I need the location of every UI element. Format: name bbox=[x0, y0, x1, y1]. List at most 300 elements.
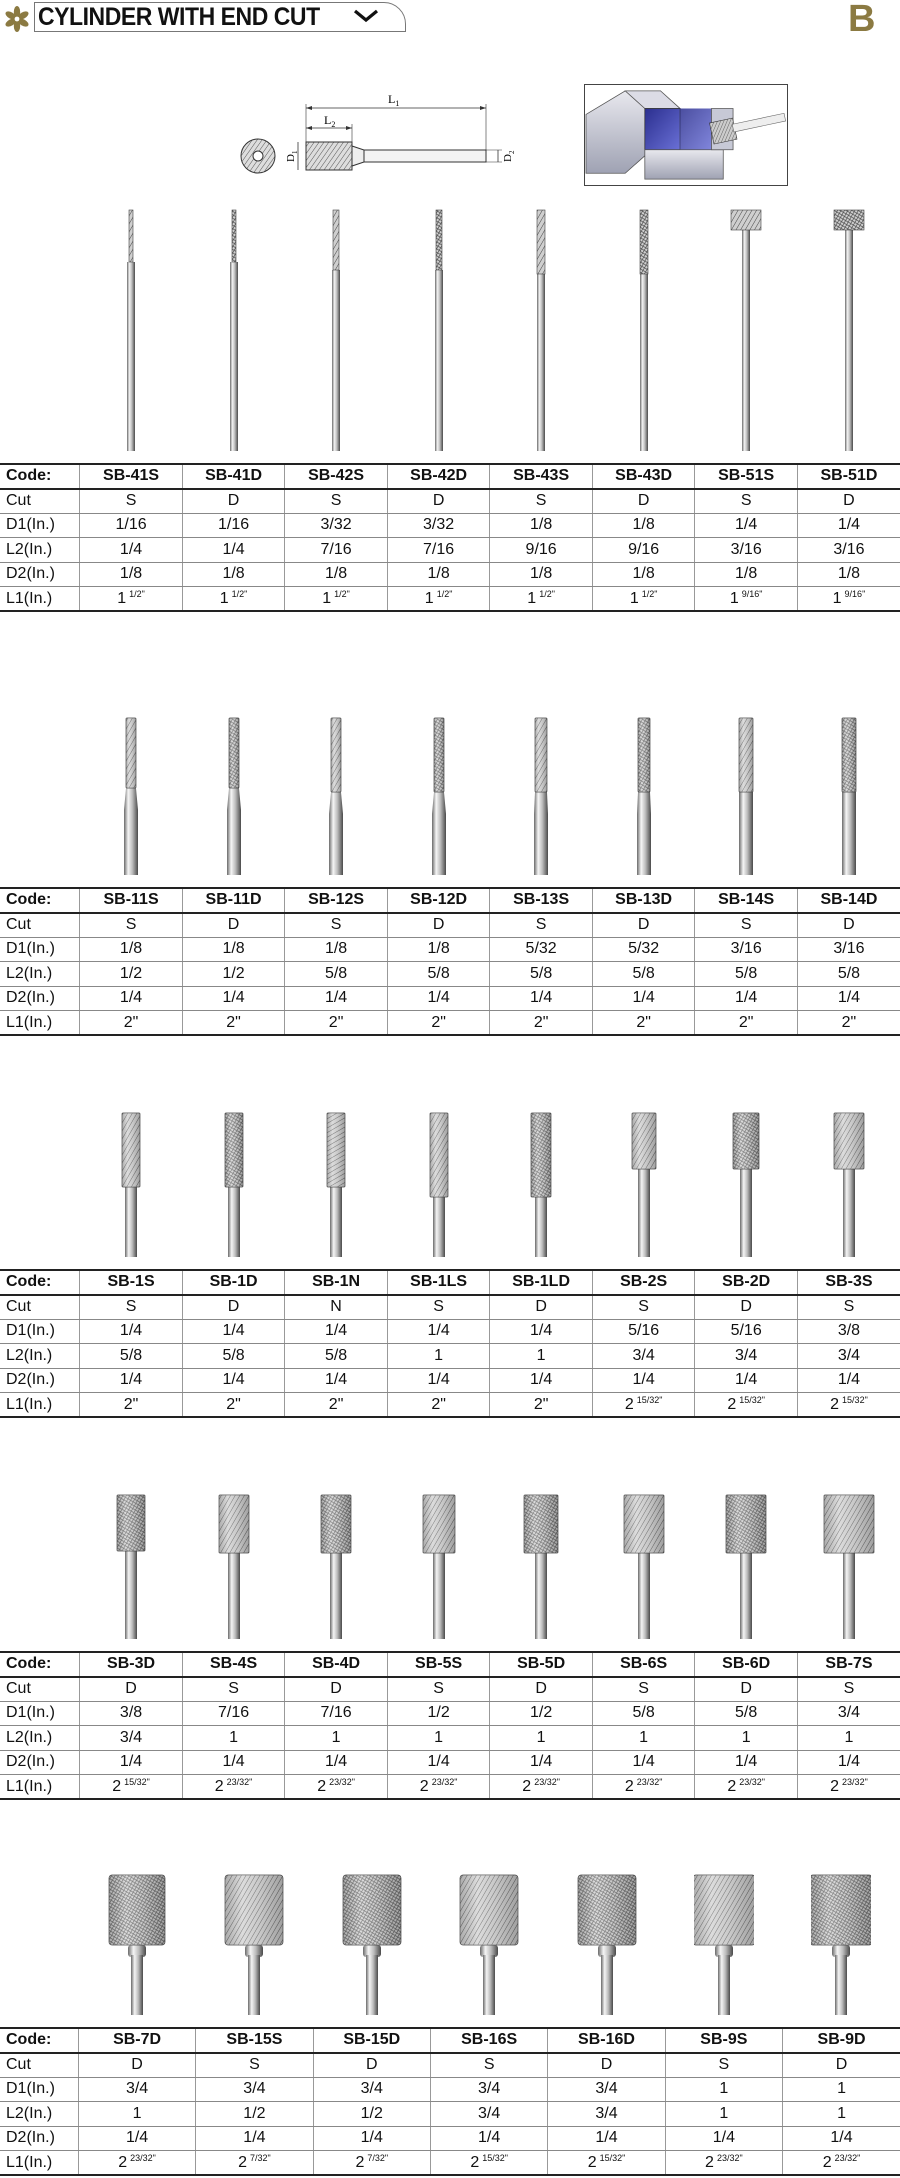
l1-cell bbox=[695, 1393, 798, 1418]
row-label: L1(In.) bbox=[0, 1775, 80, 1800]
cut-cell: S bbox=[430, 2053, 547, 2078]
l1-fraction: 23/32" bbox=[636, 1777, 663, 1787]
d1-cell: 1/4 bbox=[285, 1319, 388, 1344]
code-cell: SB-3D bbox=[80, 1652, 183, 1677]
table-row bbox=[0, 913, 900, 938]
table-row bbox=[0, 587, 900, 612]
cut-cell: D bbox=[387, 489, 490, 514]
l1-fraction: 15/32" bbox=[599, 2153, 626, 2163]
l1-fraction: 23/32" bbox=[431, 1777, 458, 1787]
d1-cell: 1/4 bbox=[80, 1319, 183, 1344]
d1-cell: 3/32 bbox=[387, 513, 490, 538]
code-cell: SB-4D bbox=[285, 1652, 388, 1677]
row-label: D1(In.) bbox=[0, 1319, 80, 1344]
d2-cell: 1/4 bbox=[592, 1750, 695, 1775]
l1-fraction: 23/32" bbox=[130, 2153, 156, 2163]
code-cell: SB-6D bbox=[695, 1652, 798, 1677]
usage-illustration bbox=[584, 84, 788, 186]
d2-cell: 1/4 bbox=[387, 986, 490, 1011]
row-label: Cut bbox=[0, 489, 80, 514]
row-label: L2(In.) bbox=[0, 962, 80, 987]
l1-cell bbox=[182, 587, 285, 612]
d2-cell: 1/4 bbox=[80, 1368, 183, 1393]
l1-cell bbox=[665, 2151, 782, 2176]
d1-cell: 3/4 bbox=[430, 2077, 547, 2102]
spec-table bbox=[0, 463, 900, 612]
l1-fraction: 15/32" bbox=[124, 1777, 150, 1787]
table-row bbox=[0, 1319, 900, 1344]
l1-fraction: 23/32" bbox=[329, 1777, 355, 1787]
table-row bbox=[0, 962, 900, 987]
d2-cell: 1/4 bbox=[695, 1750, 798, 1775]
l1-whole: 2 bbox=[214, 1778, 224, 1795]
d1-cell: 1/2 bbox=[490, 1701, 593, 1726]
burr-photo bbox=[107, 1865, 167, 2019]
code-cell: SB-9D bbox=[783, 2028, 900, 2053]
burr-photo bbox=[342, 1865, 402, 2019]
d2-cell: 1/4 bbox=[797, 986, 900, 1011]
l1-cell bbox=[182, 1393, 285, 1418]
l2-cell: 1 bbox=[797, 1726, 900, 1751]
l1-fraction: 23/32" bbox=[534, 1777, 560, 1787]
l1-whole: 1 bbox=[219, 590, 229, 607]
l1-fraction: 23/32" bbox=[716, 2153, 743, 2163]
l1-fraction: 15/32" bbox=[482, 2153, 508, 2163]
burr-photo bbox=[614, 200, 674, 455]
l2-cell: 1 bbox=[78, 2102, 195, 2127]
row-label: L2(In.) bbox=[0, 538, 80, 563]
l1-whole: 2" bbox=[636, 1013, 651, 1031]
l1-cell bbox=[695, 1775, 798, 1800]
l1-fraction: 1/2" bbox=[436, 589, 453, 599]
l1-cell bbox=[387, 1011, 490, 1036]
d1-cell: 5/16 bbox=[695, 1319, 798, 1344]
page-title: CYLINDER WITH END CUT bbox=[38, 3, 320, 31]
code-cell: SB-7D bbox=[78, 2028, 195, 2053]
burr-photo bbox=[204, 1103, 264, 1261]
burr-photo bbox=[614, 708, 674, 879]
l2-cell: 1 bbox=[387, 1344, 490, 1369]
row-label: D2(In.) bbox=[0, 1750, 80, 1775]
code-cell: SB-51S bbox=[695, 464, 798, 489]
l2-cell: 3/16 bbox=[797, 538, 900, 563]
burr-photo bbox=[101, 708, 161, 879]
l1-cell bbox=[313, 2151, 430, 2176]
d1-cell: 1/4 bbox=[490, 1319, 593, 1344]
burr-photo bbox=[511, 200, 571, 455]
d1-cell: 1/4 bbox=[797, 513, 900, 538]
l1-cell bbox=[592, 1011, 695, 1036]
burr-photo bbox=[409, 200, 469, 455]
l1-cell bbox=[285, 1393, 388, 1418]
cut-cell: D bbox=[783, 2053, 900, 2078]
cut-cell: D bbox=[695, 1677, 798, 1702]
l1-whole: 2" bbox=[226, 1013, 241, 1031]
l1-whole: 2 bbox=[624, 1778, 634, 1795]
code-cell: SB-1N bbox=[285, 1270, 388, 1295]
table-row bbox=[0, 538, 900, 563]
code-cell: SB-42D bbox=[387, 464, 490, 489]
d2-cell: 1/4 bbox=[313, 2126, 430, 2151]
code-cell: SB-1LS bbox=[387, 1270, 490, 1295]
d1-cell: 1/4 bbox=[182, 1319, 285, 1344]
code-cell: SB-15D bbox=[313, 2028, 430, 2053]
l1-cell bbox=[80, 1011, 183, 1036]
l1-cell bbox=[387, 587, 490, 612]
l1-cell bbox=[387, 1393, 490, 1418]
l1-whole: 2" bbox=[431, 1013, 446, 1031]
code-cell: SB-4S bbox=[182, 1652, 285, 1677]
burr-photo bbox=[409, 1103, 469, 1261]
burr-photo bbox=[204, 708, 264, 879]
d1-cell: 1/2 bbox=[387, 1701, 490, 1726]
code-cell: SB-1S bbox=[80, 1270, 183, 1295]
l1-whole: 2 bbox=[830, 1778, 840, 1795]
l2-cell: 3/4 bbox=[797, 1344, 900, 1369]
burr-photo bbox=[716, 200, 776, 455]
l2-cell: 1 bbox=[490, 1344, 593, 1369]
d1-cell: 1/16 bbox=[182, 513, 285, 538]
cut-cell: S bbox=[80, 489, 183, 514]
l1-whole: 2" bbox=[226, 1395, 241, 1413]
cut-cell: S bbox=[592, 1677, 695, 1702]
cut-cell: S bbox=[490, 913, 593, 938]
l1-cell bbox=[196, 2151, 313, 2176]
code-cell: SB-14D bbox=[797, 888, 900, 913]
l1-whole: 2 bbox=[317, 1778, 327, 1795]
l1-cell bbox=[387, 1775, 490, 1800]
l1-cell bbox=[797, 587, 900, 612]
row-label: Code: bbox=[0, 464, 80, 489]
cut-cell: D bbox=[285, 1677, 388, 1702]
code-cell: SB-51D bbox=[797, 464, 900, 489]
d2-label: $D_2$ bbox=[502, 150, 516, 162]
d2-cell: 1/8 bbox=[182, 562, 285, 587]
spec-table bbox=[0, 887, 900, 1036]
table-row bbox=[0, 1270, 900, 1295]
table-row bbox=[0, 1726, 900, 1751]
code-cell: SB-43D bbox=[592, 464, 695, 489]
cut-cell: S bbox=[387, 1677, 490, 1702]
cut-cell: S bbox=[797, 1677, 900, 1702]
l2-cell: 5/8 bbox=[285, 962, 388, 987]
burr-photo bbox=[694, 1865, 754, 2019]
l1-whole: 2" bbox=[123, 1013, 139, 1031]
cut-cell: D bbox=[313, 2053, 430, 2078]
cut-cell: D bbox=[182, 913, 285, 938]
cut-cell: D bbox=[592, 913, 695, 938]
cut-cell: S bbox=[665, 2053, 782, 2078]
l1-cell bbox=[490, 587, 593, 612]
cut-cell: S bbox=[80, 913, 183, 938]
code-cell: SB-11D bbox=[182, 888, 285, 913]
d2-cell: 1/4 bbox=[548, 2126, 665, 2151]
code-cell: SB-16S bbox=[430, 2028, 547, 2053]
d2-cell: 1/4 bbox=[490, 1368, 593, 1393]
d1-cell: 3/4 bbox=[548, 2077, 665, 2102]
burr-photo bbox=[716, 1485, 776, 1643]
table-row bbox=[0, 1677, 900, 1702]
l2-cell: 1 bbox=[285, 1726, 388, 1751]
code-cell: SB-9S bbox=[665, 2028, 782, 2053]
d2-cell: 1/4 bbox=[430, 2126, 547, 2151]
section-letter: B bbox=[848, 0, 876, 40]
d2-cell: 1/8 bbox=[285, 562, 388, 587]
l1-cell bbox=[592, 1775, 695, 1800]
l2-cell: 5/8 bbox=[387, 962, 490, 987]
l1-cell bbox=[592, 587, 695, 612]
cut-cell: S bbox=[695, 489, 798, 514]
cut-cell: S bbox=[797, 1295, 900, 1320]
d1-cell: 7/16 bbox=[285, 1701, 388, 1726]
l1-cell bbox=[490, 1393, 593, 1418]
l1-whole: 2 bbox=[470, 2154, 480, 2171]
l1-fraction: 23/32" bbox=[226, 1777, 253, 1787]
burr-photo bbox=[204, 1485, 264, 1643]
d1-cell: 3/4 bbox=[78, 2077, 195, 2102]
burr-photo bbox=[306, 1103, 366, 1261]
burr-photo bbox=[819, 708, 879, 879]
l2-cell: 1 bbox=[695, 1726, 798, 1751]
code-cell: SB-42S bbox=[285, 464, 388, 489]
l1-fraction: 7/32" bbox=[367, 2153, 389, 2163]
burr-photo bbox=[614, 1103, 674, 1261]
row-label: Code: bbox=[0, 888, 80, 913]
d2-cell: 1/4 bbox=[490, 986, 593, 1011]
row-label: D1(In.) bbox=[0, 1701, 80, 1726]
table-row bbox=[0, 1701, 900, 1726]
d2-cell: 1/4 bbox=[797, 1750, 900, 1775]
l1-whole: 2 bbox=[727, 1396, 737, 1413]
code-cell: SB-2D bbox=[695, 1270, 798, 1295]
l1-fraction: 1/2" bbox=[334, 589, 350, 599]
l1-cell bbox=[783, 2151, 900, 2176]
row-label: L1(In.) bbox=[0, 2151, 78, 2176]
l1-fraction: 15/32" bbox=[636, 1395, 663, 1405]
table-row bbox=[0, 1775, 900, 1800]
d2-cell: 1/8 bbox=[592, 562, 695, 587]
row-label: Cut bbox=[0, 913, 80, 938]
row-label: Code: bbox=[0, 1652, 80, 1677]
l1-whole: 2" bbox=[533, 1395, 549, 1413]
row-label: D1(In.) bbox=[0, 513, 80, 538]
l1-whole: 2 bbox=[830, 1396, 840, 1413]
row-label: L2(In.) bbox=[0, 1726, 80, 1751]
d2-cell: 1/8 bbox=[695, 562, 798, 587]
d1-cell: 1/8 bbox=[387, 937, 490, 962]
l1-fraction: 15/32" bbox=[842, 1395, 868, 1405]
l1-fraction: 1/2" bbox=[129, 589, 145, 599]
l1-cell bbox=[797, 1011, 900, 1036]
l2-cell: 1/2 bbox=[196, 2102, 313, 2127]
d1-cell: 1/4 bbox=[695, 513, 798, 538]
row-label: L2(In.) bbox=[0, 2102, 78, 2127]
d2-cell: 1/4 bbox=[387, 1368, 490, 1393]
table-row bbox=[0, 464, 900, 489]
row-label: Cut bbox=[0, 1295, 80, 1320]
row-label: L1(In.) bbox=[0, 1011, 80, 1036]
d1-cell: 1/4 bbox=[387, 1319, 490, 1344]
d2-cell: 1/4 bbox=[285, 986, 388, 1011]
burr-photo bbox=[409, 708, 469, 879]
d2-cell: 1/8 bbox=[387, 562, 490, 587]
d1-cell: 3/4 bbox=[196, 2077, 313, 2102]
d1-cell: 3/8 bbox=[80, 1701, 183, 1726]
row-label: Cut bbox=[0, 1677, 80, 1702]
cut-cell: D bbox=[797, 913, 900, 938]
d1-cell: 3/4 bbox=[797, 1701, 900, 1726]
code-cell: SB-41S bbox=[80, 464, 183, 489]
code-cell: SB-1LD bbox=[490, 1270, 593, 1295]
d1-cell: 3/16 bbox=[797, 937, 900, 962]
table-row bbox=[0, 888, 900, 913]
d2-cell: 1/4 bbox=[490, 1750, 593, 1775]
row-label: D2(In.) bbox=[0, 986, 80, 1011]
chevron-down-icon bbox=[352, 9, 380, 23]
l2-cell: 1 bbox=[490, 1726, 593, 1751]
l1-cell bbox=[182, 1011, 285, 1036]
l2-cell: 7/16 bbox=[387, 538, 490, 563]
d2-cell: 1/4 bbox=[80, 986, 183, 1011]
row-label: D2(In.) bbox=[0, 1368, 80, 1393]
cut-cell: D bbox=[387, 913, 490, 938]
l1-whole: 2" bbox=[431, 1395, 446, 1413]
code-cell: SB-41D bbox=[182, 464, 285, 489]
cut-cell: S bbox=[695, 913, 798, 938]
burr-photo bbox=[409, 1485, 469, 1643]
burr-photo bbox=[511, 1485, 571, 1643]
page-header bbox=[0, 0, 900, 40]
burr-photo bbox=[306, 708, 366, 879]
l1-fraction: 9/16" bbox=[844, 589, 866, 599]
table-row bbox=[0, 562, 900, 587]
l2-cell: 3/4 bbox=[548, 2102, 665, 2127]
cut-cell: D bbox=[490, 1677, 593, 1702]
l1-fraction: 15/32" bbox=[739, 1395, 765, 1405]
row-label: D2(In.) bbox=[0, 2126, 78, 2151]
table-row bbox=[0, 986, 900, 1011]
code-cell: SB-12D bbox=[387, 888, 490, 913]
row-label: Code: bbox=[0, 1270, 80, 1295]
d2-cell: 1/4 bbox=[592, 986, 695, 1011]
row-label: D1(In.) bbox=[0, 2077, 78, 2102]
burr-photo bbox=[811, 1865, 871, 2019]
d2-cell: 1/4 bbox=[797, 1368, 900, 1393]
table-row bbox=[0, 937, 900, 962]
d2-cell: 1/4 bbox=[196, 2126, 313, 2151]
row-label: L2(In.) bbox=[0, 1344, 80, 1369]
row-label: D1(In.) bbox=[0, 937, 80, 962]
l1-whole: 2" bbox=[328, 1395, 344, 1413]
code-cell: SB-6S bbox=[592, 1652, 695, 1677]
l1-cell bbox=[797, 1393, 900, 1418]
table-row bbox=[0, 2102, 900, 2127]
d1-cell: 7/16 bbox=[182, 1701, 285, 1726]
table-row bbox=[0, 2028, 900, 2053]
d2-cell: 1/4 bbox=[182, 986, 285, 1011]
row-label: L1(In.) bbox=[0, 587, 80, 612]
code-cell: SB-5S bbox=[387, 1652, 490, 1677]
cut-cell: D bbox=[80, 1677, 183, 1702]
d2-cell: 1/4 bbox=[665, 2126, 782, 2151]
table-row bbox=[0, 2151, 900, 2176]
code-cell: SB-12S bbox=[285, 888, 388, 913]
code-cell: SB-43S bbox=[490, 464, 593, 489]
cut-cell: S bbox=[285, 913, 388, 938]
d1-label: $D_1$ bbox=[285, 150, 299, 162]
d1-cell: 1/8 bbox=[592, 513, 695, 538]
l1-whole: 2 bbox=[419, 1778, 429, 1795]
l2-cell: 5/8 bbox=[695, 962, 798, 987]
d2-cell: 1/8 bbox=[797, 562, 900, 587]
burr-photo bbox=[614, 1485, 674, 1643]
d1-cell: 5/8 bbox=[592, 1701, 695, 1726]
l1-whole: 2 bbox=[118, 2154, 128, 2171]
table-row bbox=[0, 1011, 900, 1036]
d1-cell: 1/8 bbox=[182, 937, 285, 962]
l1-cell bbox=[80, 1775, 183, 1800]
l1-whole: 2 bbox=[624, 1396, 634, 1413]
l1-whole: 2 bbox=[705, 2154, 714, 2171]
code-cell: SB-15S bbox=[196, 2028, 313, 2053]
burr-photo bbox=[577, 1865, 637, 2019]
code-cell: SB-7S bbox=[797, 1652, 900, 1677]
cut-cell: S bbox=[196, 2053, 313, 2078]
cut-cell: D bbox=[548, 2053, 665, 2078]
cut-cell: D bbox=[182, 489, 285, 514]
l2-cell: 1 bbox=[783, 2102, 900, 2127]
code-cell: SB-13S bbox=[490, 888, 593, 913]
l2-cell: 5/8 bbox=[797, 962, 900, 987]
cut-cell: N bbox=[285, 1295, 388, 1320]
burr-photo bbox=[306, 200, 366, 455]
l2-cell: 1/4 bbox=[182, 538, 285, 563]
d1-cell: 5/16 bbox=[592, 1319, 695, 1344]
table-row bbox=[0, 2126, 900, 2151]
burr-photo bbox=[716, 1103, 776, 1261]
l1-whole: 2 bbox=[238, 2154, 248, 2171]
l1-whole: 2 bbox=[112, 1778, 122, 1795]
d1-cell: 3/16 bbox=[695, 937, 798, 962]
d2-cell: 1/4 bbox=[695, 1368, 798, 1393]
burr-photo bbox=[819, 1103, 879, 1261]
l1-cell bbox=[490, 1011, 593, 1036]
cut-cell: D bbox=[592, 489, 695, 514]
l1-fraction: 9/16" bbox=[741, 589, 763, 599]
burr-photo bbox=[306, 1485, 366, 1643]
code-cell: SB-11S bbox=[80, 888, 183, 913]
d2-cell: 1/4 bbox=[387, 1750, 490, 1775]
l2-cell: 9/16 bbox=[592, 538, 695, 563]
dimension-diagram bbox=[236, 86, 516, 182]
l2-cell: 3/4 bbox=[430, 2102, 547, 2127]
d1-cell: 1 bbox=[783, 2077, 900, 2102]
l2-cell: 7/16 bbox=[285, 538, 388, 563]
l2-cell: 3/4 bbox=[80, 1726, 183, 1751]
d2-cell: 1/4 bbox=[783, 2126, 900, 2151]
l1-cell bbox=[285, 1775, 388, 1800]
l1-label: $L_1$ bbox=[388, 92, 400, 108]
d1-cell: 5/8 bbox=[695, 1701, 798, 1726]
l1-fraction: 1/2" bbox=[231, 589, 248, 599]
l1-fraction: 23/32" bbox=[834, 2153, 861, 2163]
cut-cell: D bbox=[182, 1295, 285, 1320]
l1-whole: 2 bbox=[822, 2154, 832, 2171]
row-label: L1(In.) bbox=[0, 1393, 80, 1418]
cut-cell: S bbox=[387, 1295, 490, 1320]
table-row bbox=[0, 1295, 900, 1320]
d1-cell: 5/32 bbox=[592, 937, 695, 962]
